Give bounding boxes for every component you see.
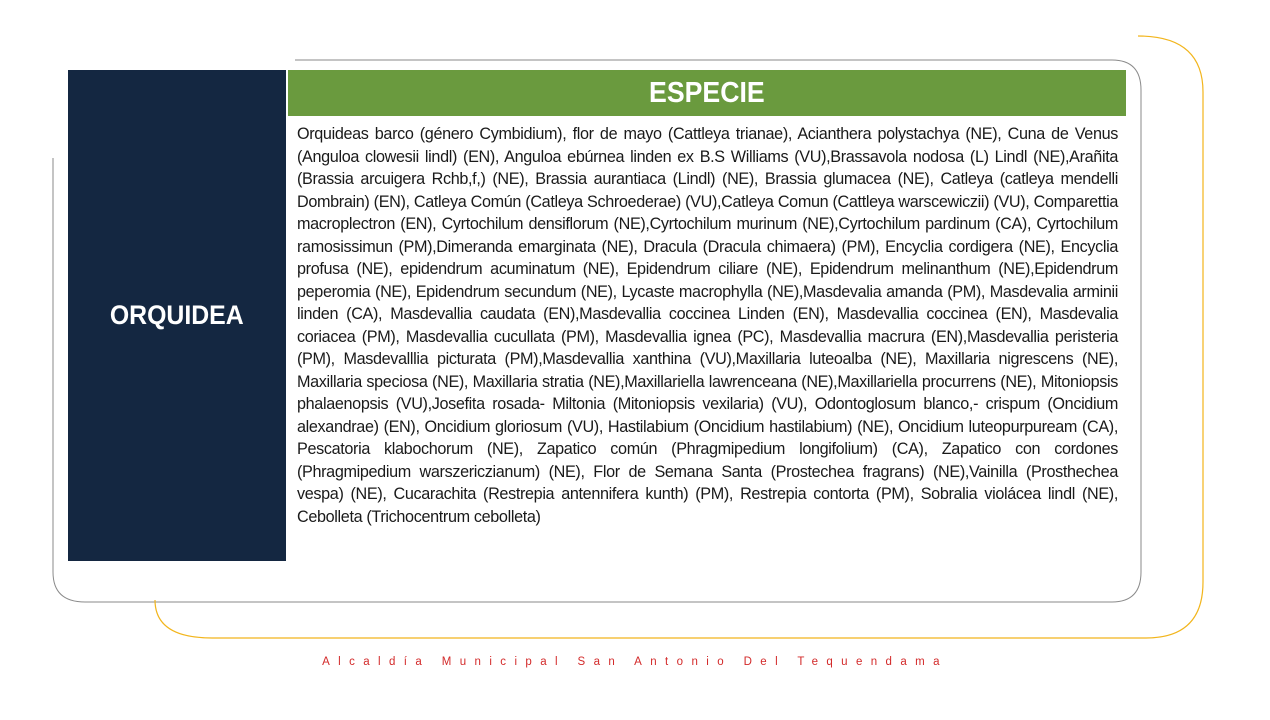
category-panel <box>68 70 286 561</box>
footer-text: Alcaldía Municipal San Antonio Del Tequendama <box>322 656 948 668</box>
category-label: ORQUIDEA <box>110 300 244 330</box>
species-list-text: Orquideas barco (género Cymbidium), flor de mayo (Cattleya trianae), Acianthera polystachya (NE), Cuna de Venus (Anguloa clowesii lindl) (EN), Anguloa ebúrnea linden ex B.S Williams (VU),Brassavola nodosa (L) Lindl (NE),Arañita (Brassia arcuigera Rchb,f,) (NE), Brassia aurantiaca (Lindl) (NE), Brassia glumacea (NE), Catleya (catleya mendelli Dombrain) (EN), Catleya Común (Catleya Schroederae) (VU),Catleya Comun (Cattleya warscewiczii) (VU), Comparettia macroplectron (EN), Cyrtochilum densiflorum (NE),Cyrtochilum murinum (NE),Cyrtochilum pardinum (CA), Cyrtochilum ramosissimun (PM),Dimeranda emarginata (NE), Dracula (Dracula chimaera) (PM), Encyclia cordigera (NE), Encyclia profusa (NE), epidendrum acuminatum (NE), Epidendrum ciliare (NE), Epidendrum melinanthum (NE),Epidendrum peperomia (NE), Epidendrum secundum (NE), Lycaste macrophylla (NE),Masdevalia amanda (PM), Masdevalia arminii linden (CA), Masdevallia caudata (EN),Masdevallia coccinea Linden (EN), Masdevallia coccinea (EN), Masdevalia coriacea (PM), Masdevallia cucullata (PM), Masdevallia ignea (PC), Masdevallia macrura (EN),Masdevallia peristeria (PM), Masdevalllia picturata (PM),Masdevallia xanthina (VU),Maxillaria luteoalba (NE), Maxillaria nigrescens (NE), Maxillaria speciosa (NE), Maxillaria stratia (NE),Maxillariella lawrenceana (NE),Maxillariella procurrens (NE), Mitoniopsis phalaenopsis (VU),Josefita rosada- Miltonia (Mitoniopsis vexilaria) (VU), Odontoglosum blanco,- crispum (Oncidium alexandrae) (EN), Oncidium gloriosum (VU), Hastilabium (Oncidium hastilabium) (NE), Oncidium luteopurpuream (CA), Pescatoria klabochorum (NE), Zapatico común (Phragmipedium longifolium) (CA), Zapatico con cordones (Phragmipedium warszericzianum) (NE), Flor de Semana Santa (Prostechea fragrans) (NE),Vainilla (Prosthechea vespa) (NE), Cucarachita (Restrepia antennifera kunth) (PM), Restrepia contorta (PM), Sobralia violácea lindl (NE), Cebolleta (Trichocentrum cebolleta) <box>297 125 1118 526</box>
species-header-title: ESPECIE <box>649 76 765 109</box>
species-header <box>288 70 1126 116</box>
